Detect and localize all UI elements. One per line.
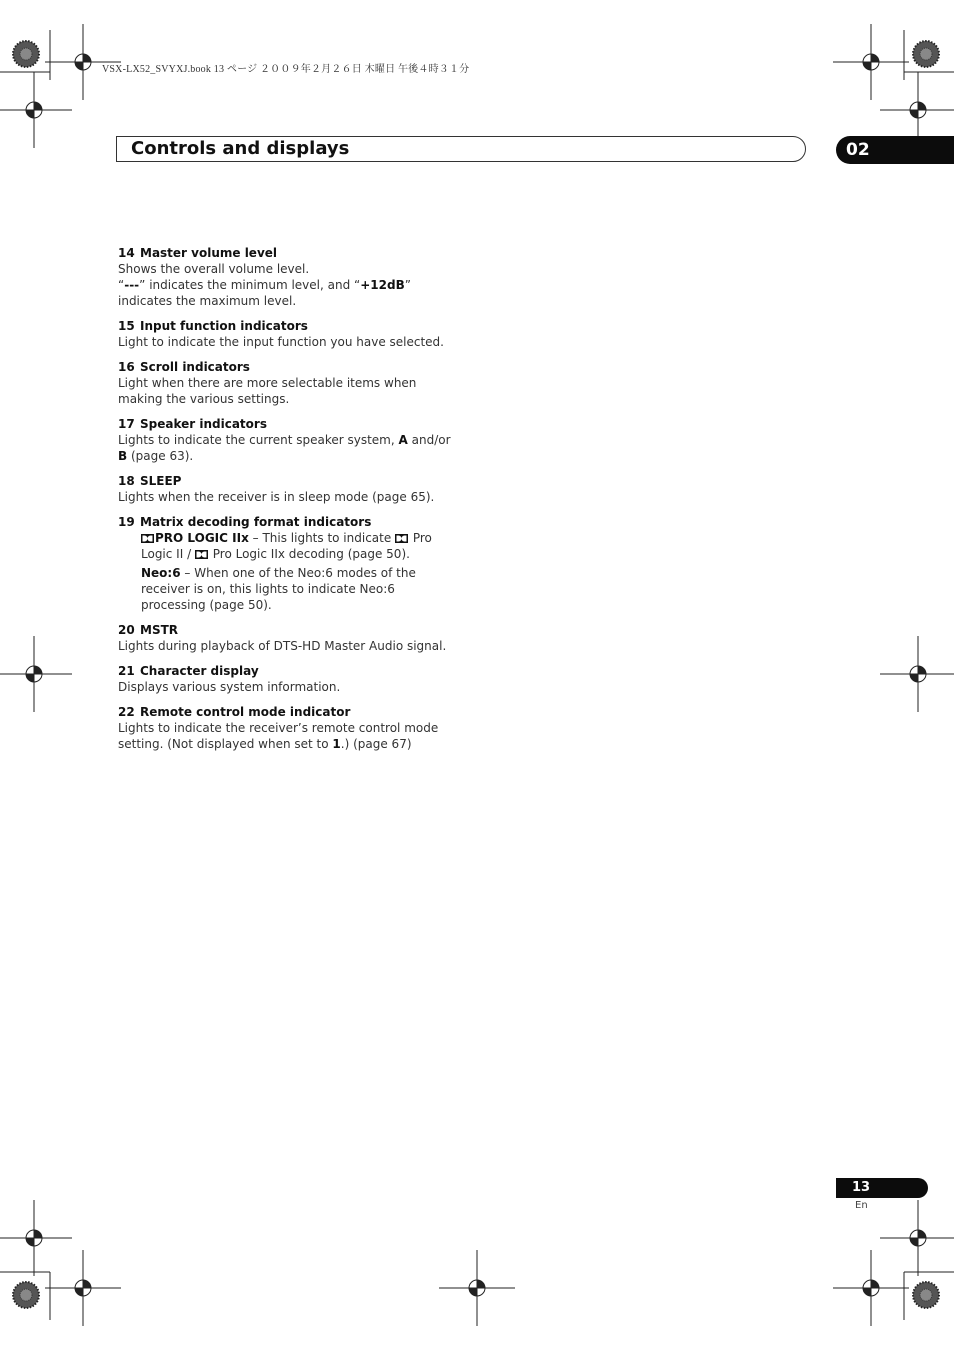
item-19 (118, 514, 458, 613)
chapter-tab (836, 136, 954, 164)
item-16 (118, 359, 458, 407)
item-body: Lights during playback of DTS-HD Master Audio signal. (118, 639, 447, 653)
indicator-list (118, 245, 458, 761)
item-heading: 22 Remote control mode indicator (118, 705, 351, 719)
item-heading: 16 Scroll indicators (118, 360, 250, 374)
item-body: Light to indicate the input function you have selected. (118, 335, 444, 349)
item-heading: 20 MSTR (118, 623, 179, 637)
item-body: Displays various system information. (118, 680, 341, 694)
item-body: Light when there are more selectable items when making the various settings. (118, 376, 417, 406)
item-heading: 17 Speaker indicators (118, 417, 267, 431)
language-code: En (855, 1200, 868, 1211)
item-22 (118, 704, 458, 752)
item-body: Lights to indicate the current speaker system, A and/or B (page 63). (118, 433, 451, 463)
section-title: Controls and displays (131, 138, 350, 159)
item-heading: 19 Matrix decoding format indicators (118, 515, 372, 529)
page-number: 13 (852, 1180, 871, 1195)
dolby-double-d-icon (195, 550, 208, 559)
item-20 (118, 622, 458, 654)
item-body: Shows the overall volume level. “---” indicates the minimum level, and “+12dB” indicates the maximum level. (118, 262, 411, 308)
item-15 (118, 318, 458, 350)
dolby-double-d-icon (395, 534, 408, 543)
dolby-double-d-icon (141, 534, 154, 543)
item-heading: 14 Master volume level (118, 246, 278, 260)
item-heading: 21 Character display (118, 664, 259, 678)
item-17 (118, 416, 458, 464)
item-14 (118, 245, 458, 309)
item-21 (118, 663, 458, 695)
item-18 (118, 473, 458, 505)
item-body: Lights to indicate the receiver’s remote control mode setting. (Not displayed when set to 1.) (page 67) (118, 721, 439, 751)
item-body: Lights when the receiver is in sleep mode (page 65). (118, 490, 435, 504)
print-header: VSX-LX52_SVYXJ.book 13 ページ ２００９年２月２６日 木曜日 午後４時３１分 (102, 64, 470, 75)
page-number-tab (836, 1178, 928, 1198)
section-title-bar (116, 136, 806, 162)
item-body: PRO LOGIC IIx – This lights to indicate Pro Logic II / Pro Logic IIx decoding (page 50). Neo:6 – When one of the Neo:6 modes of the receiver is on, this lights to indicate Neo:6 processing (page 50). (141, 531, 432, 612)
item-heading: 15 Input function indicators (118, 319, 308, 333)
chapter-number: 02 (846, 140, 870, 160)
item-heading: 18 SLEEP (118, 474, 182, 488)
